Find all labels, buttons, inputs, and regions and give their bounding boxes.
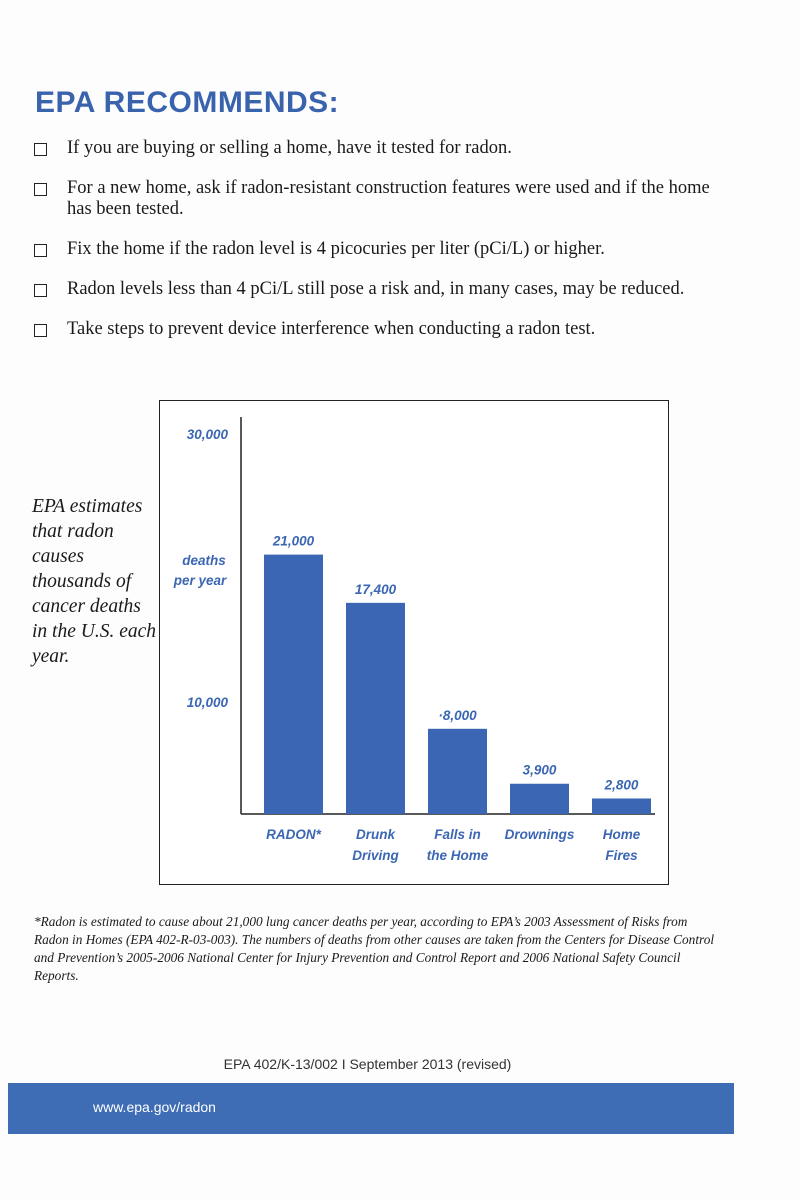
chart-bar <box>264 555 323 814</box>
recommendation-item <box>34 239 734 260</box>
bar-value-label: 21,000 <box>272 533 315 549</box>
footer-url-link[interactable]: www.epa.gov/radon <box>93 1099 216 1115</box>
recommendation-text: If you are buying or selling a home, have it tested for radon. <box>67 138 512 158</box>
chart-bar <box>510 784 569 814</box>
y-tick-label: 10,000 <box>186 695 228 710</box>
x-category-label: the Home <box>426 848 489 863</box>
chart-bar <box>428 729 487 814</box>
recommendations-list <box>34 138 734 359</box>
x-category-label: Fires <box>605 848 638 863</box>
checkbox-icon <box>34 183 47 196</box>
document-id: EPA 402/K-13/002 I September 2013 (revised) <box>223 1056 512 1072</box>
recommendation-item <box>34 138 734 159</box>
x-category-label: Home <box>602 827 641 842</box>
x-category-label: RADON* <box>266 827 321 842</box>
recommendation-text: Take steps to prevent device interference when conducting a radon test. <box>67 319 596 339</box>
recommendation-text: Fix the home if the radon level is 4 picocuries per liter (pCi/L) or higher. <box>67 239 605 259</box>
recommendation-item <box>34 178 734 220</box>
x-category-label: Drunk <box>355 827 396 842</box>
recommendation-text: For a new home, ask if radon-resistant construction features were used and if the home has been tested. <box>67 178 710 219</box>
bar-value-label: 17,400 <box>354 581 397 597</box>
deaths-bar-chart <box>159 400 669 885</box>
page-heading: EPA RECOMMENDS: <box>35 86 340 119</box>
checkbox-icon <box>34 284 47 297</box>
x-category-label: Drownings <box>504 827 575 842</box>
bar-value-label: 3,900 <box>522 762 557 778</box>
footer-bar <box>8 1083 734 1134</box>
bar-value-label: 2,800 <box>604 777 639 793</box>
recommendation-item <box>34 319 734 340</box>
x-category-label: Falls in <box>434 827 481 842</box>
chart-bar <box>346 603 405 814</box>
y-tick-label: 30,000 <box>186 427 228 442</box>
recommendation-item <box>34 279 734 300</box>
y-axis-label: per year <box>173 573 227 588</box>
checkbox-icon <box>34 244 47 257</box>
checkbox-icon <box>34 324 47 337</box>
footnote: *Radon is estimated to cause about 21,000 lung cancer deaths per year, according to EPA’s 2003 Assessment of Risks from Radon in Homes (EPA 402-R-03-003). The numbers of deaths from other causes are taken from the Centers for Disease Control and Prevention’s 2005-2006 National Center for Injury Prevention and Control Report and 2006 National Safety Council Reports. <box>34 914 715 983</box>
chart-svg <box>160 401 670 886</box>
x-category-label: Driving <box>352 848 399 863</box>
side-note: EPA estimates that radon causes thousands of cancer deaths in the U.S. each year. <box>32 496 157 667</box>
recommendation-text: Radon levels less than 4 pCi/L still pose a risk and, in many cases, may be reduced. <box>67 279 685 299</box>
y-axis-label: deaths <box>182 553 226 568</box>
checkbox-icon <box>34 143 47 156</box>
chart-bar <box>592 798 651 814</box>
bar-value-label: ·8,000 <box>438 707 477 723</box>
